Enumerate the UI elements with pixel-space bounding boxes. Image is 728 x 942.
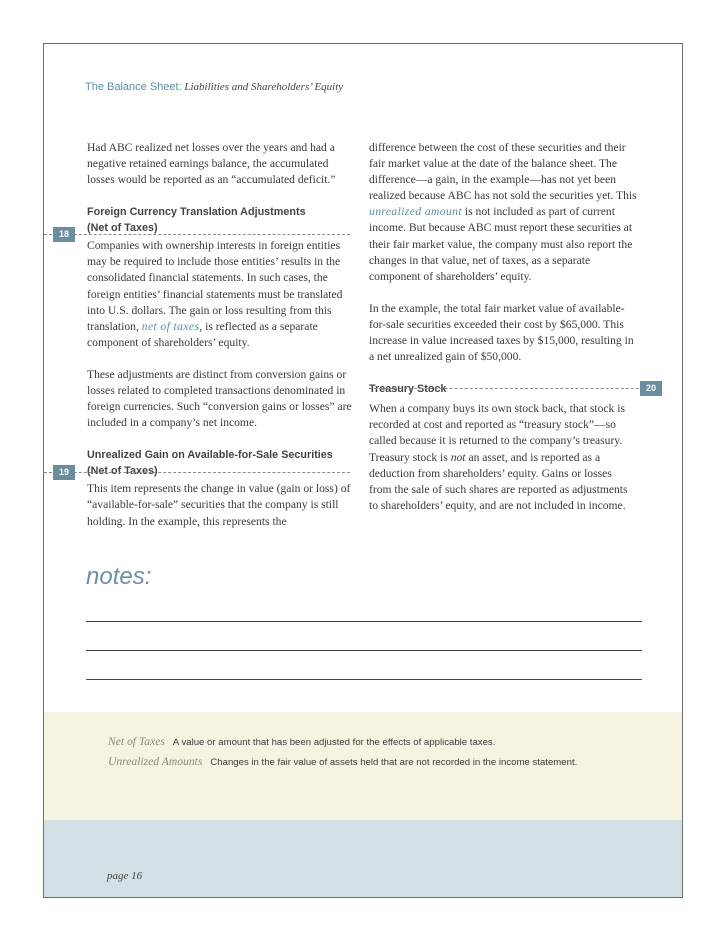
- header-section: The Balance Sheet:: [85, 81, 182, 93]
- glossary-term: Unrealized Amounts: [108, 755, 203, 768]
- header-subtitle: Liabilities and Shareholders’ Equity: [184, 81, 344, 93]
- note-line-3[interactable]: [86, 679, 642, 680]
- footer-band: [44, 820, 682, 897]
- note-line-2[interactable]: [86, 650, 642, 651]
- callout-badge-18: 18: [53, 227, 75, 242]
- page-number: page 16: [107, 870, 143, 882]
- right-paragraph-2: In the example, the total fair market value of available-for-sale securities exceeded their cost by $65,000. This increase in value increased taxes by $15,000, resulting in a net unrealized gain of $50,000.: [369, 301, 634, 364]
- unrealized-paragraph-1: This item represents the change in value (gain or loss) of “available-for-sale” securities that the company is still holding. In the example, this represents the: [87, 482, 351, 528]
- right-paragraph-1: [369, 140, 637, 285]
- glossary-entry-net-of-taxes: [108, 732, 495, 750]
- treasury-paragraph: [369, 401, 637, 514]
- fc-text-after: , is reflected as a separate component of shareholders’ equity.: [87, 319, 318, 349]
- ts-text-after: an asset, and is reported as a deduction from shareholders’ equity. Gains or losses from the sale of such shares are reported as adjustments to shareholders’ equity, and are not included in income.: [369, 450, 628, 512]
- glossary-definition: Changes in the fair value of assets held that are not recorded in the income statement.: [210, 757, 578, 768]
- glossary-term: Net of Taxes: [108, 735, 165, 748]
- foreign-currency-heading-line1: Foreign Currency Translation Adjustments: [87, 206, 306, 219]
- ts-not-emphasis: not: [450, 450, 466, 464]
- callout-badge-19: 19: [53, 465, 75, 480]
- intro-paragraph: Had ABC realized net losses over the years and had a negative retained earnings balance, the accumulated losses would be reported as an “accumulated deficit.”: [87, 141, 336, 187]
- r1-text-after: is not included as part of current income. But because ABC must report these securities at their fair market value, the company must also report the changes in that value, net of taxes, as a separate component of shareholders’ equity.: [369, 205, 633, 283]
- callout-rule-18: [44, 234, 350, 235]
- unrealized-heading-line1: Unrealized Gain on Available-for-Sale Securities: [87, 449, 333, 462]
- fc-term-net-of-taxes: net of taxes: [141, 319, 200, 333]
- r1-text-before: difference between the cost of these securities and their fair market value at the date of the balance sheet. The difference—a gain, in the example—has not yet been realized because ABC has not sold the securities yet. This: [369, 141, 637, 203]
- right-column: [369, 140, 637, 514]
- note-line-1[interactable]: [86, 621, 642, 622]
- callout-badge-20: 20: [640, 381, 662, 396]
- fc-text-before: Companies with ownership interests in foreign entities may be required to include those entities’ results in the consolidated financial statements. In such cases, the foreign entities’ financial statements must be translated into U.S. dollars. The gain or loss resulting from this translation,: [87, 239, 343, 333]
- foreign-currency-heading-line2: (Net of Taxes): [87, 222, 158, 235]
- foreign-currency-paragraph-2: These adjustments are distinct from conversion gains or losses related to completed transactions denominated in foreign currencies. Such “conversion gains or losses” are included in a company’s net income.: [87, 367, 352, 430]
- glossary-entry-unrealized-amounts: [108, 752, 577, 770]
- callout-rule-20: [369, 388, 659, 389]
- foreign-currency-paragraph-1: [87, 238, 355, 351]
- callout-rule-19: [44, 472, 350, 473]
- treasury-stock-heading: Treasury Stock: [369, 383, 447, 396]
- notes-title: notes:: [86, 563, 152, 590]
- unrealized-heading-line2: (Net of Taxes): [87, 465, 158, 478]
- running-header: [85, 81, 343, 93]
- ts-text-before: When a company buys its own stock back, that stock is recorded at cost and reported as “treasury stock”—so called because it is returned to the company’s treasury. Treasury stock is: [369, 402, 625, 464]
- term-unrealized-amount: unrealized amount: [369, 205, 462, 219]
- glossary-definition: A value or amount that has been adjusted for the effects of applicable taxes.: [172, 737, 496, 748]
